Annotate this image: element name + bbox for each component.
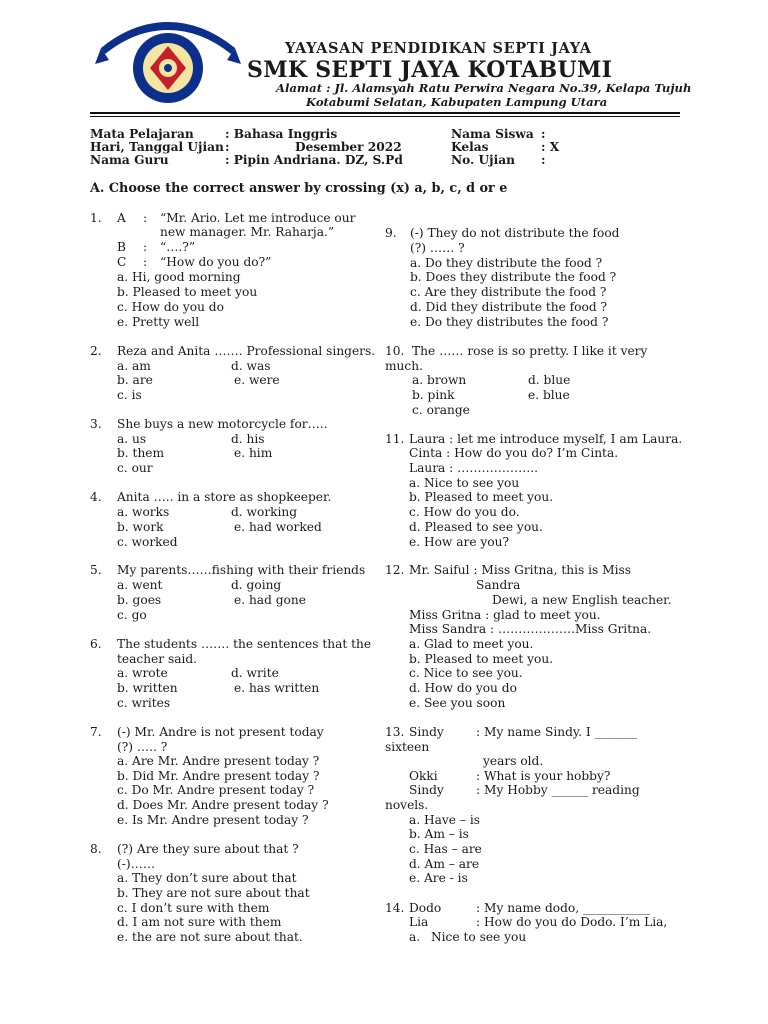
answer-option: a. Are Mr. Andre present today ?: [117, 754, 320, 768]
question-text: Anita ….. in a store as shopkeeper.: [117, 490, 332, 504]
answer-option: e. were: [234, 373, 280, 387]
answer-option: c. Are they distribute the food ?: [410, 285, 607, 299]
answer-option: e. him: [234, 446, 273, 460]
question-number: 12.: [385, 563, 405, 577]
question-number: 5.: [90, 563, 102, 577]
dialog-speaker: A: [117, 211, 126, 225]
subject-label: Mata Pelajaran: [90, 127, 194, 141]
dialog-colon: :: [143, 255, 148, 269]
answer-option: b. Pleased to meet you.: [409, 490, 554, 504]
answer-option: b. pink: [412, 388, 455, 402]
address-line-1: Alamat : Jl. Alamsyah Ratu Perwira Negara No.39, Kelapa Tujuh: [276, 81, 692, 95]
answer-option: a. brown: [412, 373, 467, 387]
answer-option: c. Has – are: [409, 842, 482, 856]
teacher-label: Nama Guru: [90, 153, 169, 167]
answer-option: c. worked: [117, 535, 178, 549]
dialog-speaker: Lia: [409, 915, 429, 929]
question-text: new manager. Mr. Raharja.”: [160, 225, 335, 239]
question-number: 14.: [385, 901, 405, 915]
answer-option: a. works: [117, 505, 170, 519]
answer-option: e. Is Mr. Andre present today ?: [117, 813, 309, 827]
answer-option: c. writes: [117, 696, 171, 710]
question-text: much.: [385, 359, 423, 373]
answer-option: b. Pleased to meet you.: [409, 652, 554, 666]
answer-option: b. written: [117, 681, 178, 695]
dialog-speaker: C: [117, 255, 127, 269]
question-text: Cinta : How do you do? I’m Cinta.: [409, 446, 619, 460]
answer-option: d. Does Mr. Andre present today ?: [117, 798, 329, 812]
answer-option: b. are: [117, 373, 153, 387]
question-text: (?) Are they sure about that ?: [117, 842, 299, 856]
question-text: Dewi, a new English teacher.: [492, 593, 672, 607]
question-text: Reza and Anita ……. Professional singers.: [117, 344, 376, 358]
question-number: 9.: [385, 226, 397, 240]
answer-option: d. write: [231, 666, 279, 680]
answer-option: a. Do they distribute the food ?: [410, 256, 603, 270]
question-text: : How do you do Dodo. I’m Lia,: [476, 915, 668, 929]
question-text: Laura : ………………..: [409, 461, 539, 475]
header-rule-thick: [90, 112, 680, 114]
answer-option: c. our: [117, 461, 153, 475]
question-text: (?) ….. ?: [117, 740, 168, 754]
student-colon: :: [541, 127, 546, 141]
answer-option: c. orange: [412, 403, 470, 417]
answer-option: d. working: [231, 505, 298, 519]
answer-option: c. I don’t sure with them: [117, 901, 270, 915]
answer-option: a. us: [117, 432, 147, 446]
dialog-speaker: Dodo: [409, 901, 442, 915]
answer-option: b. goes: [117, 593, 162, 607]
date-value: Desember 2022: [295, 140, 402, 154]
question-text: Miss Sandra : ……………….Miss Gritna.: [409, 622, 652, 636]
teacher-value: : Pipin Andriana. DZ, S.Pd: [225, 153, 403, 167]
answer-option: e. See you soon: [409, 696, 506, 710]
question-number: 7.: [90, 725, 102, 739]
header-rule-thin: [90, 116, 680, 117]
answer-option: c. How do you do.: [409, 505, 520, 519]
answer-option: e. had worked: [234, 520, 322, 534]
question-number: 11.: [385, 432, 405, 446]
answer-option: d. Am – are: [409, 857, 480, 871]
answer-option: b. them: [117, 446, 165, 460]
question-text: “….?”: [160, 240, 196, 254]
question-text: The …… rose is so pretty. I like it very: [412, 344, 648, 358]
address-line-2: Kotabumi Selatan, Kabupaten Lampung Utara: [306, 95, 608, 109]
answer-option: d. Did they distribute the food ?: [410, 300, 608, 314]
answer-option: a. am: [117, 359, 151, 373]
answer-option: a. Hi, good morning: [117, 270, 241, 284]
question-text: Mr. Saiful : Miss Gritna, this is Miss: [409, 563, 632, 577]
answer-option: b. Did Mr. Andre present today ?: [117, 769, 320, 783]
question-text: : My Hobby ______ reading: [476, 783, 640, 797]
foundation-name: YAYASAN PENDIDIKAN SEPTI JAYA: [285, 40, 592, 57]
answer-option: e. had gone: [234, 593, 306, 607]
answer-option: c. Do Mr. Andre present today ?: [117, 783, 315, 797]
question-text: novels.: [385, 798, 429, 812]
section-title: A. Choose the correct answer by crossing (x) a, b, c, d or e: [90, 181, 508, 196]
answer-option: a. Glad to meet you.: [409, 637, 534, 651]
answer-option: a. Have – is: [409, 813, 481, 827]
question-number: 1.: [90, 211, 102, 225]
answer-option: c. How do you do: [117, 300, 224, 314]
dialog-colon: :: [143, 211, 148, 225]
question-text: (-) They do not distribute the food: [410, 226, 620, 240]
answer-option: d. blue: [528, 373, 571, 387]
answer-option-letter: a.: [409, 930, 421, 944]
question-text: years old.: [483, 754, 544, 768]
dialog-colon: :: [143, 240, 148, 254]
question-number: 3.: [90, 417, 102, 431]
answer-option: a. They don’t sure about that: [117, 871, 297, 885]
answer-option: d. was: [231, 359, 271, 373]
question-text: : My name Sindy. I _______: [476, 725, 638, 739]
question-text: She buys a new motorcycle for…..: [117, 417, 328, 431]
question-number: 6.: [90, 637, 102, 651]
exam-number-label: No. Ujian: [451, 153, 515, 167]
school-logo: [93, 20, 243, 106]
answer-option: e. Are - is: [409, 871, 468, 885]
question-number: 10.: [385, 344, 405, 358]
question-number: 4.: [90, 490, 102, 504]
question-text: teacher said.: [117, 652, 198, 666]
question-number: 2.: [90, 344, 102, 358]
question-text: : My name dodo, ___________: [476, 901, 651, 915]
question-text: sixteen: [385, 740, 430, 754]
answer-option: b. Am – is: [409, 827, 469, 841]
answer-option: b. They are not sure about that: [117, 886, 310, 900]
answer-option: a. went: [117, 578, 163, 592]
answer-option: e. Do they distributes the food ?: [410, 315, 609, 329]
question-text: (-)……: [117, 857, 156, 871]
answer-option: e. Pretty well: [117, 315, 200, 329]
answer-option: a. Nice to see you: [409, 476, 520, 490]
question-text: “Mr. Ario. Let me introduce our: [160, 211, 356, 225]
answer-option: c. go: [117, 608, 147, 622]
dialog-speaker: Okki: [409, 769, 438, 783]
question-text: (-) Mr. Andre is not present today: [117, 725, 324, 739]
question-text: : What is your hobby?: [476, 769, 611, 783]
question-text: Sandra: [476, 578, 521, 592]
question-text: (?) …… ?: [410, 241, 465, 255]
class-value: : X: [541, 140, 560, 154]
question-text: Miss Gritna : glad to meet you.: [409, 608, 601, 622]
question-number: 8.: [90, 842, 102, 856]
answer-option: c. Nice to see you.: [409, 666, 523, 680]
answer-option: b. Does they distribute the food ?: [410, 270, 617, 284]
answer-option: d. Pleased to see you.: [409, 520, 543, 534]
answer-option: b. Pleased to meet you: [117, 285, 258, 299]
answer-option: d. I am not sure with them: [117, 915, 282, 929]
date-colon: :: [225, 140, 230, 154]
answer-option: d. going: [231, 578, 282, 592]
question-text: Laura : let me introduce myself, I am Laura.: [409, 432, 683, 446]
student-label: Nama Siswa: [451, 127, 534, 141]
answer-option: c. is: [117, 388, 142, 402]
answer-option: e. blue: [528, 388, 570, 402]
question-text: “How do you do?”: [160, 255, 272, 269]
dialog-speaker: Sindy: [409, 783, 444, 797]
answer-option: d. How do you do: [409, 681, 517, 695]
exam-number-colon: :: [541, 153, 546, 167]
school-name: SMK SEPTI JAYA KOTABUMI: [247, 57, 613, 83]
subject-value: : Bahasa Inggris: [225, 127, 338, 141]
date-label: Hari, Tanggal Ujian: [90, 140, 224, 154]
question-number: 13.: [385, 725, 405, 739]
answer-option: e. has written: [234, 681, 320, 695]
question-text: The students ……. the sentences that the: [117, 637, 372, 651]
answer-option: e. the are not sure about that.: [117, 930, 303, 944]
answer-option: Nice to see you: [431, 930, 527, 944]
answer-option: e. How are you?: [409, 535, 510, 549]
question-text: My parents……fishing with their friends: [117, 563, 366, 577]
answer-option: b. work: [117, 520, 164, 534]
dialog-speaker: Sindy: [409, 725, 444, 739]
dialog-speaker: B: [117, 240, 126, 254]
answer-option: a. wrote: [117, 666, 168, 680]
class-label: Kelas: [451, 140, 489, 154]
answer-option: d. his: [231, 432, 265, 446]
